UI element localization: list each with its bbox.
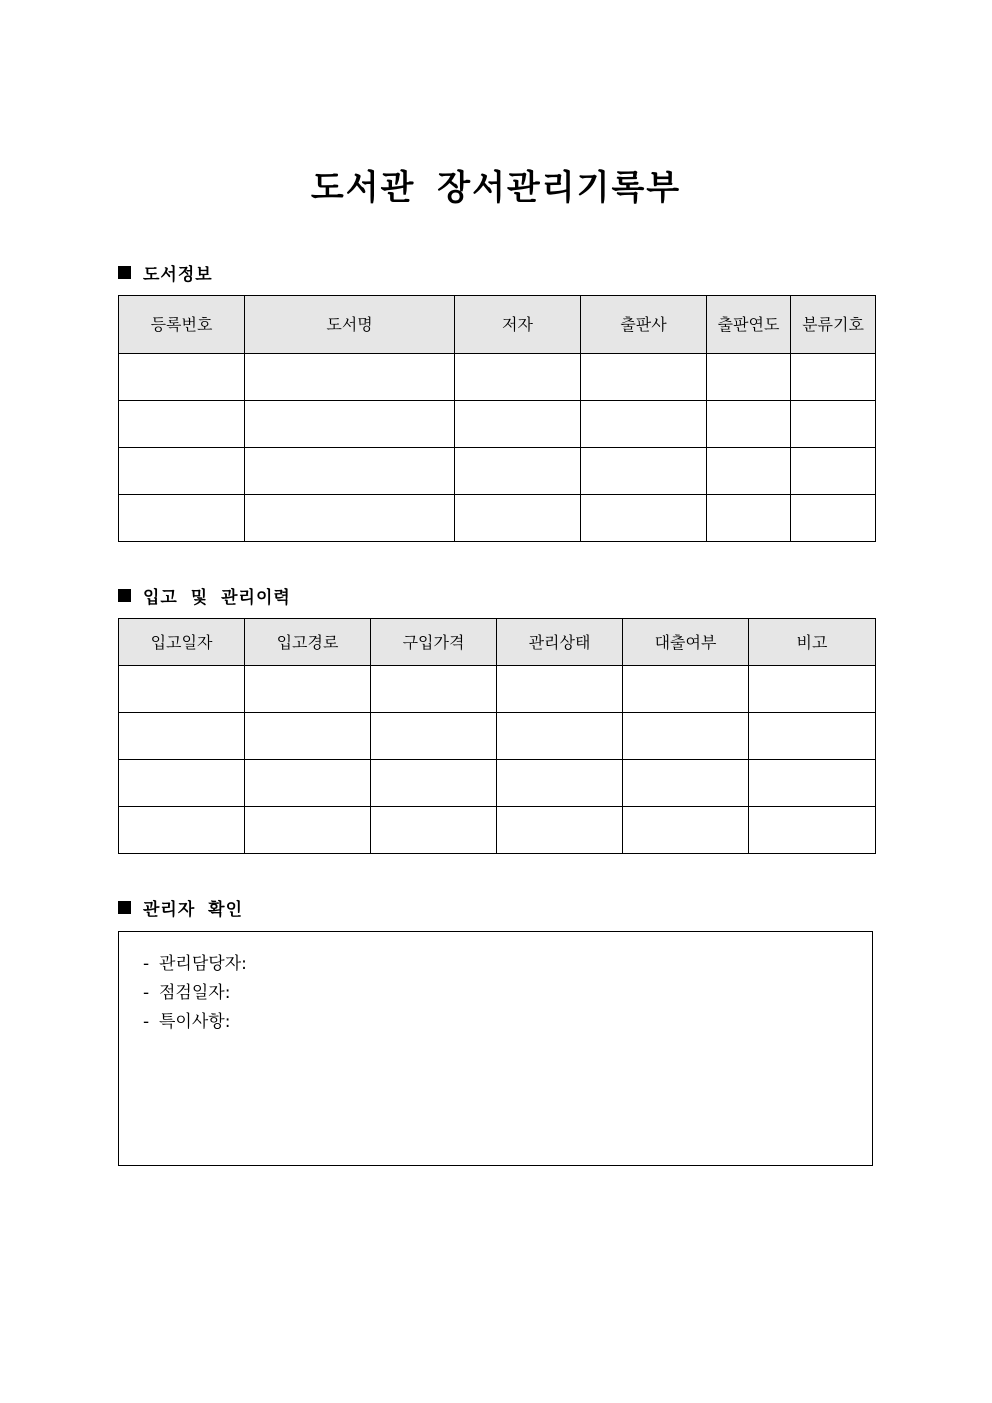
square-bullet-icon (118, 266, 131, 279)
table-cell[interactable] (749, 807, 876, 854)
table-cell[interactable] (245, 713, 371, 760)
page-title: 도서관 장서관리기록부 (310, 168, 682, 208)
table-cell[interactable] (791, 401, 876, 448)
column-header-remarks: 비고 (749, 619, 876, 666)
column-header-price: 구입가격 (371, 619, 497, 666)
field-label-notes: 특이사항: (159, 1012, 231, 1032)
square-bullet-icon (118, 901, 131, 914)
stock-history-table (118, 618, 876, 854)
table-cell[interactable] (245, 807, 371, 854)
table-cell[interactable] (707, 495, 791, 542)
table-header-row (119, 619, 876, 666)
table-row (119, 713, 876, 760)
table-cell[interactable] (623, 807, 749, 854)
table-header-row (119, 296, 876, 354)
table-cell[interactable] (245, 666, 371, 713)
square-bullet-icon (118, 589, 131, 602)
column-header-publisher: 출판사 (581, 296, 707, 354)
table-cell[interactable] (623, 760, 749, 807)
table-cell[interactable] (749, 760, 876, 807)
column-header-condition: 관리상태 (497, 619, 623, 666)
dash-bullet: - (143, 983, 150, 1003)
table-row (119, 401, 876, 448)
book-info-table (118, 295, 876, 542)
column-header-reg-number: 등록번호 (119, 296, 245, 354)
table-cell[interactable] (119, 495, 245, 542)
table-row (119, 495, 876, 542)
table-cell[interactable] (455, 401, 581, 448)
table-cell[interactable] (581, 448, 707, 495)
table-cell[interactable] (245, 354, 455, 401)
table-cell[interactable] (455, 495, 581, 542)
table-cell[interactable] (791, 448, 876, 495)
table-cell[interactable] (791, 354, 876, 401)
table-cell[interactable] (581, 354, 707, 401)
table-cell[interactable] (119, 713, 245, 760)
table-cell[interactable] (623, 666, 749, 713)
list-item-notes (143, 1008, 872, 1037)
list-item-inspection-date (143, 979, 872, 1008)
table-cell[interactable] (581, 495, 707, 542)
table-cell[interactable] (497, 760, 623, 807)
table-cell[interactable] (245, 448, 455, 495)
table-cell[interactable] (791, 495, 876, 542)
table-cell[interactable] (119, 760, 245, 807)
table-cell[interactable] (245, 760, 371, 807)
column-header-title: 도서명 (245, 296, 455, 354)
column-header-pub-year: 출판연도 (707, 296, 791, 354)
column-header-stock-route: 입고경로 (245, 619, 371, 666)
section-heading-label: 도서정보 (143, 265, 213, 285)
dash-bullet: - (143, 1012, 150, 1032)
field-label-manager: 관리담당자: (159, 954, 247, 974)
table-cell[interactable] (497, 807, 623, 854)
table-cell[interactable] (497, 713, 623, 760)
table-cell[interactable] (371, 713, 497, 760)
section-heading-label: 입고 및 관리이력 (143, 588, 291, 608)
table-cell[interactable] (455, 354, 581, 401)
section-heading-stock-history (118, 583, 291, 608)
section-heading-book-info (118, 260, 213, 285)
table-cell[interactable] (245, 401, 455, 448)
table-row (119, 448, 876, 495)
table-cell[interactable] (119, 401, 245, 448)
table-cell[interactable] (119, 448, 245, 495)
table-cell[interactable] (707, 401, 791, 448)
table-cell[interactable] (371, 666, 497, 713)
table-row (119, 807, 876, 854)
section-heading-label: 관리자 확인 (143, 900, 244, 920)
dash-bullet: - (143, 954, 150, 974)
table-cell[interactable] (455, 448, 581, 495)
table-cell[interactable] (119, 666, 245, 713)
table-cell[interactable] (119, 807, 245, 854)
table-cell[interactable] (749, 713, 876, 760)
table-cell[interactable] (623, 713, 749, 760)
column-header-author: 저자 (455, 296, 581, 354)
table-cell[interactable] (749, 666, 876, 713)
table-cell[interactable] (371, 760, 497, 807)
table-cell[interactable] (707, 448, 791, 495)
table-row (119, 760, 876, 807)
column-header-stock-date: 입고일자 (119, 619, 245, 666)
table-cell[interactable] (371, 807, 497, 854)
column-header-class-code: 분류기호 (791, 296, 876, 354)
section-heading-manager-check (118, 895, 243, 920)
table-cell[interactable] (245, 495, 455, 542)
table-cell[interactable] (119, 354, 245, 401)
table-cell[interactable] (497, 666, 623, 713)
list-item-manager (143, 950, 872, 979)
table-row (119, 666, 876, 713)
table-cell[interactable] (707, 354, 791, 401)
field-label-inspection-date: 점검일자: (159, 983, 231, 1003)
manager-check-box (118, 931, 873, 1166)
column-header-loan-status: 대출여부 (623, 619, 749, 666)
table-row (119, 354, 876, 401)
table-cell[interactable] (581, 401, 707, 448)
